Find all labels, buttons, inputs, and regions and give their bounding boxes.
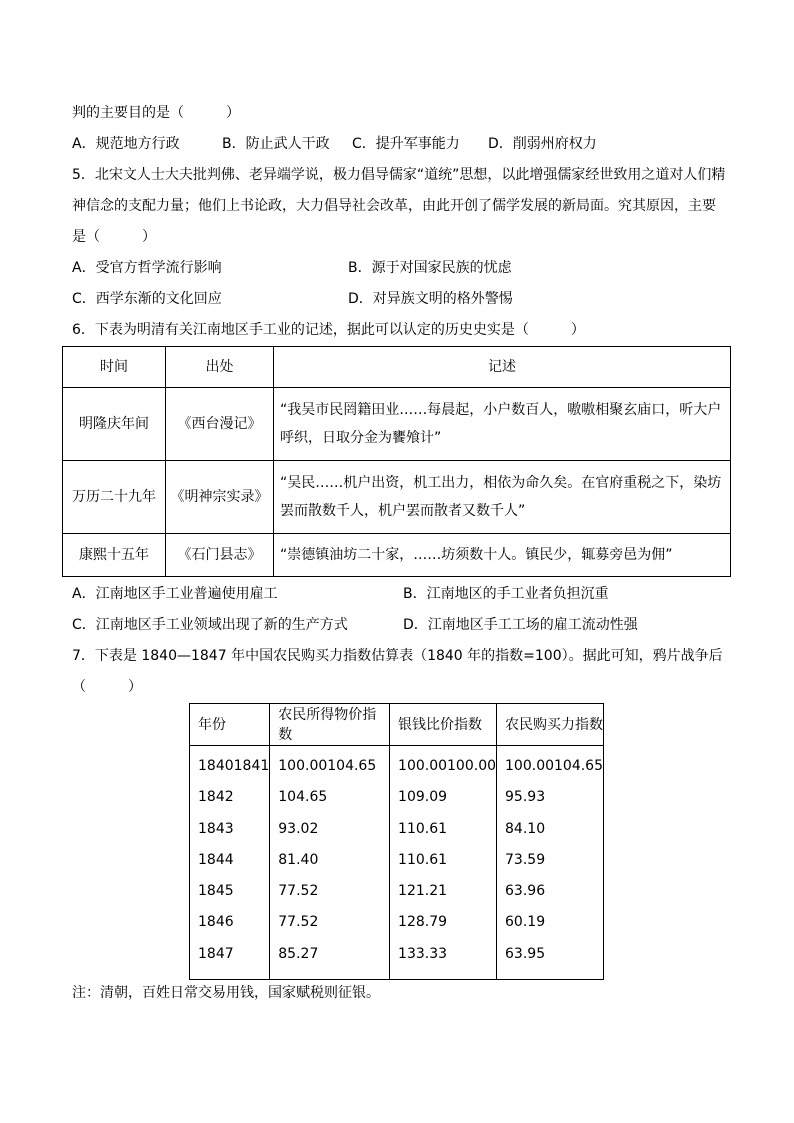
q7-silver-cell: 109.09: [398, 789, 448, 806]
q6-option-b: B．江南地区的手工业者负担沉重: [403, 586, 609, 602]
q7-silver-cell: 128.79: [398, 914, 448, 931]
q7-power-cell: 100.00104.65: [505, 758, 603, 774]
q4-stem-tail: 判的主要目的是（ ）: [72, 105, 240, 121]
q7-header-year: 年份: [190, 704, 270, 746]
q7-silver-cell: 110.61: [398, 820, 448, 837]
q5-stem-line1: 5．北宋文人士大夫批判佛、老异端学说，极力倡导儒家“道统”思想，以此增强儒家经世致用之道对人们精: [72, 167, 726, 183]
q7-power-cell: 84.10: [505, 820, 546, 837]
q7-power-cell: 63.95: [505, 945, 546, 962]
table-row: [63, 534, 731, 577]
q7-year-cell: 18401841: [198, 758, 270, 774]
q7-year-cell: 1843: [198, 820, 234, 837]
q6-row-time: 万历二十九年: [63, 461, 166, 534]
q6-stem: 6．下表为明清有关江南地区手工业的记述，据此可以认定的历史史实是（ ）: [72, 322, 585, 338]
q7-price-cell: 104.65: [278, 789, 328, 806]
q6-row-text-line2: 罢而散数千人，机户罢而散者又数千人”: [280, 503, 526, 519]
q4-option-c: C．提升军事能力: [352, 136, 460, 152]
q7-power-cell: 60.19: [505, 914, 546, 931]
q6-row-text-line1: “我吴市民罔籍田业……每晨起，小户数百人，嗷嗷相聚玄庙口，听大户: [280, 402, 722, 418]
q7-silver-cell: 121.21: [398, 883, 448, 900]
q7-silver-cell: 133.33: [398, 945, 448, 962]
q7-col-price: [270, 746, 390, 980]
q7-header-power: 农民购买力指数: [497, 704, 604, 746]
q6-row-text: [274, 388, 731, 461]
q6-row-text-line1: “崇德镇油坊二十家，……坊须数十人。镇民少，辄募旁邑为佣”: [280, 547, 673, 563]
q7-year-cell: 1846: [198, 914, 234, 931]
q6-header-text: 记述: [274, 347, 731, 388]
q7-col-silver: [390, 746, 497, 980]
q7-note: 注：清朝，百姓日常交易用钱，国家赋税则征银。: [72, 985, 380, 1001]
q5-option-c: C．西学东渐的文化回应: [72, 291, 222, 307]
q7-year-cell: 1844: [198, 851, 234, 868]
q7-table: [189, 703, 604, 980]
q6-header-source: 出处: [166, 347, 274, 388]
q6-row-text-line1: “吴民……机户出资，机工出力，相依为命久矣。在官府重税之下，染坊: [280, 475, 722, 491]
q6-header-time: 时间: [63, 347, 166, 388]
q7-silver-cell: 100.00100.00: [398, 758, 497, 774]
q6-option-d: D．江南地区手工工场的雇工流动性强: [403, 617, 638, 633]
q5-stem-line2: 神信念的支配力量；他们上书论政，大力倡导社会改革，由此开创了儒学发展的新局面。究其原因，主要: [72, 198, 716, 214]
q4-option-a: A．规范地方行政: [72, 136, 180, 152]
q7-stem-line2: （ ）: [72, 679, 142, 695]
q6-row-text: [274, 461, 731, 534]
q7-header-silver: 银钱比价指数: [390, 704, 497, 746]
q7-price-cell: 81.40: [278, 851, 319, 868]
q6-row-source: 《石门县志》: [166, 534, 274, 577]
q7-header-price: 农民所得物价指数: [270, 704, 390, 746]
q6-row-time: 明隆庆年间: [63, 388, 166, 461]
q6-row-text-line2: 呼织，日取分金为饔飧计”: [280, 430, 442, 446]
q7-power-cell: 73.59: [505, 851, 546, 868]
q6-table-header-row: [63, 347, 731, 388]
q7-power-cell: 63.96: [505, 883, 546, 900]
q6-table: [62, 346, 731, 577]
q5-option-b: B．源于对国家民族的忧虑: [348, 260, 512, 276]
q5-option-d: D．对异族文明的格外警惕: [348, 291, 513, 307]
q7-table-header-row: [190, 704, 604, 746]
q7-price-cell: 100.00104.65: [278, 758, 377, 774]
q7-silver-cell: 110.61: [398, 851, 448, 868]
q4-option-d: D．削弱州府权力: [488, 136, 597, 152]
q7-price-cell: 93.02: [278, 820, 319, 837]
q7-stem-line1: 7．下表是 1840—1847 年中国农民购买力指数估算表（1840 年的指数=100）。据此可知，鸦片战争后: [72, 648, 723, 664]
q7-price-cell: 85.27: [278, 945, 319, 962]
q7-col-power: [497, 746, 604, 980]
q6-option-a: A．江南地区手工业普遍使用雇工: [72, 586, 278, 602]
q7-year-cell: 1842: [198, 789, 234, 806]
q7-price-cell: 77.52: [278, 883, 319, 900]
q6-row-source: 《西台漫记》: [166, 388, 274, 461]
table-row: [63, 461, 731, 534]
table-row: [63, 388, 731, 461]
q7-year-cell: 1845: [198, 883, 234, 900]
q7-year-cell: 1847: [198, 945, 234, 962]
q6-row-source: 《明神宗实录》: [166, 461, 274, 534]
q4-option-b: B．防止武人干政: [222, 136, 330, 152]
q6-option-c: C．江南地区手工业领域出现了新的生产方式: [72, 617, 348, 633]
q5-stem-line3: 是（ ）: [72, 229, 156, 245]
q7-table-body: [190, 746, 604, 980]
q7-col-year: [190, 746, 270, 980]
q5-option-a: A．受官方哲学流行影响: [72, 260, 222, 276]
q6-row-text: [274, 534, 731, 577]
q6-row-time: 康熙十五年: [63, 534, 166, 577]
q7-power-cell: 95.93: [505, 789, 546, 806]
q7-price-cell: 77.52: [278, 914, 319, 931]
